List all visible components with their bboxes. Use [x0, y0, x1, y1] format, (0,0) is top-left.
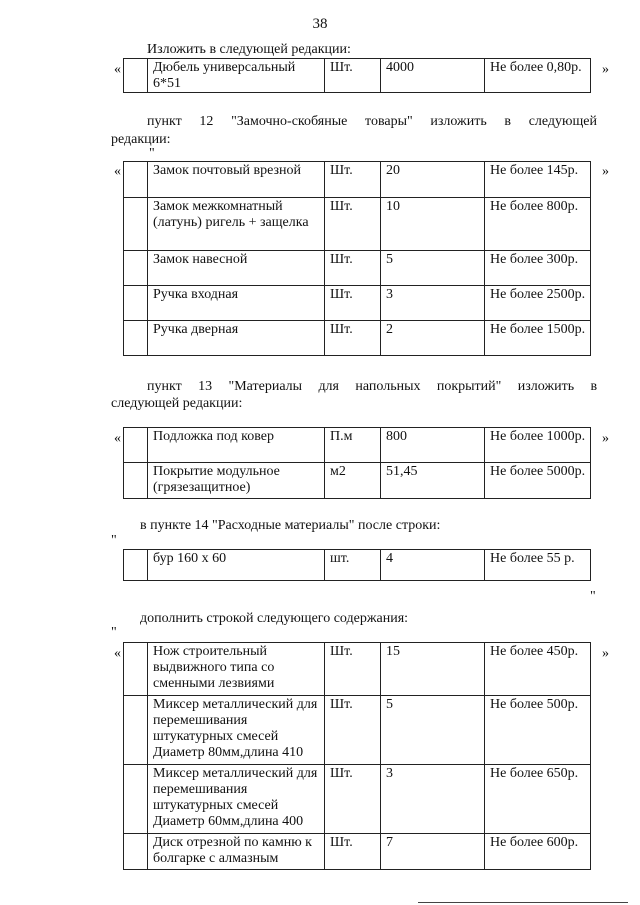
table-row: [124, 321, 591, 356]
item-name: бур 160 х 60: [148, 550, 325, 581]
open-quote: «: [114, 62, 121, 77]
empty-cell: [124, 286, 148, 321]
paragraph-12-line1: [147, 113, 597, 130]
item-name: Миксер металлический для перемешивания штукатурных смесей Диаметр 80мм,длина 410: [148, 696, 325, 765]
item-unit: Шт.: [325, 696, 381, 765]
item-name: Ручка дверная: [148, 321, 325, 356]
straight-quote: ": [111, 625, 117, 640]
close-quote: »: [602, 431, 609, 446]
item-name: Замок межкомнатный (латунь) ригель + защелка: [148, 198, 325, 251]
table-row: [124, 286, 591, 321]
item-name: Нож строительный выдвижного типа со сменными лезвиями: [148, 643, 325, 696]
straight-quote: ": [590, 589, 596, 604]
close-quote: »: [602, 62, 609, 77]
item-name: Диск отрезной по камню к болгарке с алмазным: [148, 834, 325, 870]
table-row: [124, 550, 591, 581]
table-3: [123, 427, 591, 499]
item-qty: 800: [381, 428, 485, 463]
item-qty: 3: [381, 286, 485, 321]
word: в: [504, 114, 512, 129]
table-row: [124, 251, 591, 286]
word: 12: [199, 114, 214, 129]
item-name: Дюбель универсальный 6*51: [148, 59, 325, 93]
paragraph-13-line1: [147, 378, 597, 395]
item-qty: 3: [381, 765, 485, 834]
item-unit: Шт.: [325, 286, 381, 321]
empty-cell: [124, 162, 148, 198]
item-qty: 7: [381, 834, 485, 870]
item-price: Не более 650р.: [485, 765, 591, 834]
word: "Замочно-скобяные: [231, 114, 348, 129]
table-row: [124, 198, 591, 251]
open-quote: «: [114, 431, 121, 446]
empty-cell: [124, 765, 148, 834]
table-row: [124, 834, 591, 870]
item-price: Не более 145р.: [485, 162, 591, 198]
close-quote: »: [602, 646, 609, 661]
item-unit: Шт.: [325, 162, 381, 198]
item-unit: Шт.: [325, 765, 381, 834]
word: для: [318, 379, 339, 394]
word: следующей: [528, 114, 597, 129]
item-price: Не более 450р.: [485, 643, 591, 696]
empty-cell: [124, 463, 148, 499]
empty-cell: [124, 696, 148, 765]
item-price: Не более 800р.: [485, 198, 591, 251]
empty-cell: [124, 198, 148, 251]
item-name: Замок почтовый врезной: [148, 162, 325, 198]
item-price: Не более 300р.: [485, 251, 591, 286]
word: изложить: [517, 379, 575, 394]
table-1: [123, 58, 591, 93]
word: 13: [198, 379, 213, 394]
item-price: Не более 1500р.: [485, 321, 591, 356]
empty-cell: [124, 428, 148, 463]
item-unit: Шт.: [325, 59, 381, 93]
item-qty: 2: [381, 321, 485, 356]
word: покрытий": [436, 379, 502, 394]
table-4: [123, 549, 591, 581]
paragraph-12-line2: редакции:: [111, 132, 171, 147]
item-qty: 10: [381, 198, 485, 251]
word: товары": [365, 114, 413, 129]
item-price: Не более 1000р.: [485, 428, 591, 463]
item-qty: 15: [381, 643, 485, 696]
table-row: [124, 463, 591, 499]
bottom-rule: [418, 902, 628, 903]
empty-cell: [124, 251, 148, 286]
word: в: [590, 379, 598, 394]
item-unit: Шт.: [325, 321, 381, 356]
open-quote: «: [114, 646, 121, 661]
empty-cell: [124, 643, 148, 696]
word: пункт: [147, 114, 182, 129]
item-name: Миксер металлический для перемешивания штукатурных смесей Диаметр 60мм,длина 400: [148, 765, 325, 834]
item-qty: 4: [381, 550, 485, 581]
page-number: 38: [312, 16, 328, 32]
item-name: Замок навесной: [148, 251, 325, 286]
word: "Материалы: [228, 379, 303, 394]
item-price: Не более 55 р.: [485, 550, 591, 581]
item-price: Не более 500р.: [485, 696, 591, 765]
item-unit: Шт.: [325, 251, 381, 286]
item-unit: П.м: [325, 428, 381, 463]
word: изложить: [430, 114, 487, 129]
straight-quote: ": [149, 146, 155, 161]
item-price: Не более 0,80р.: [485, 59, 591, 93]
item-unit: Шт.: [325, 643, 381, 696]
intro-text: Изложить в следующей редакции:: [147, 42, 351, 57]
straight-quote: ": [111, 533, 117, 548]
empty-cell: [124, 834, 148, 870]
item-qty: 5: [381, 251, 485, 286]
word: напольных: [355, 379, 421, 394]
item-price: Не более 600р.: [485, 834, 591, 870]
table-row: [124, 428, 591, 463]
table-5: [123, 642, 591, 870]
item-qty: 5: [381, 696, 485, 765]
table-row: [124, 765, 591, 834]
empty-cell: [124, 321, 148, 356]
item-unit: м2: [325, 463, 381, 499]
item-qty: 51,45: [381, 463, 485, 499]
item-name: Подложка под ковер: [148, 428, 325, 463]
table-row: [124, 696, 591, 765]
word: пункт: [147, 379, 182, 394]
table-row: [124, 59, 591, 93]
item-unit: Шт.: [325, 198, 381, 251]
table-row: [124, 643, 591, 696]
item-unit: шт.: [325, 550, 381, 581]
paragraph-add: дополнить строкой следующего содержания:: [140, 611, 409, 626]
table-2: [123, 161, 591, 356]
empty-cell: [124, 59, 148, 93]
item-unit: Шт.: [325, 834, 381, 870]
item-price: Не более 2500р.: [485, 286, 591, 321]
table-row: [124, 162, 591, 198]
close-quote: »: [602, 164, 609, 179]
paragraph-13-line2: следующей редакции:: [111, 396, 243, 411]
item-qty: 20: [381, 162, 485, 198]
item-price: Не более 5000р.: [485, 463, 591, 499]
item-name: Ручка входная: [148, 286, 325, 321]
empty-cell: [124, 550, 148, 581]
open-quote: «: [114, 164, 121, 179]
paragraph-14: в пункте 14 "Расходные материалы" после строки:: [140, 518, 441, 533]
item-name: Покрытие модульное (грязезащитное): [148, 463, 325, 499]
item-qty: 4000: [381, 59, 485, 93]
